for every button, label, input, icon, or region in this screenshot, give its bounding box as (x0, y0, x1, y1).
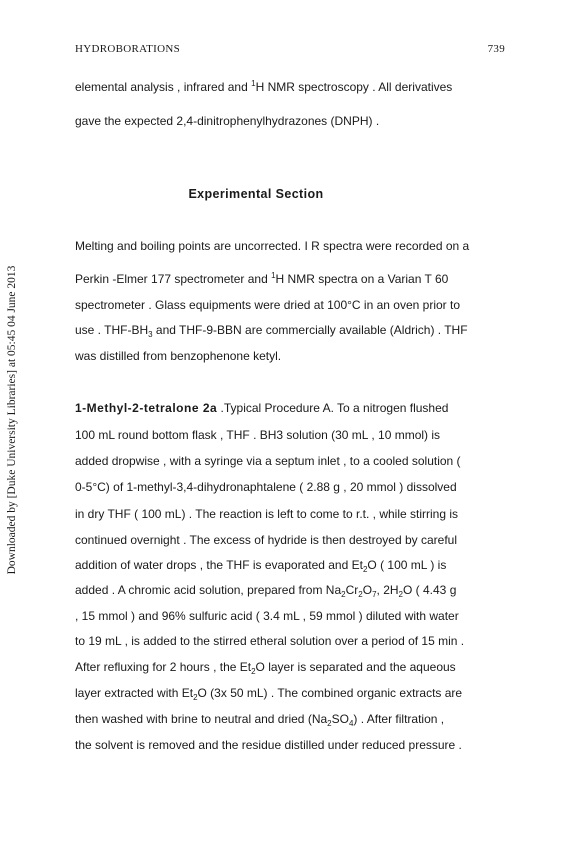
text-line: in dry THF ( 100 mL) . The reaction is left to come to r.t. , while stirring is (75, 507, 459, 521)
text-line: the solvent is removed and the residue distilled under reduced pressure . (75, 738, 462, 752)
text-line: , 15 mmol ) and 96% sulfuric acid ( 3.4 mL , 59 mmol ) diluted with water (75, 609, 459, 623)
text-line: Melting and boiling points are uncorrected. I R spectra were recorded on a (75, 239, 470, 253)
text-line: 0-5°C) of 1-methyl-3,4-dihydronaphtalene ( 2.88 g , 20 mmol ) dissolved (75, 480, 457, 494)
section-heading: Experimental Section (188, 187, 324, 201)
download-watermark (2, 230, 22, 610)
text-line: was distilled from benzophenone ketyl. (75, 349, 282, 363)
page-number: 739 (487, 43, 505, 55)
compound-name: 1-Methyl-2-tetralone 2a (75, 401, 218, 415)
running-header (75, 43, 505, 59)
text-line: added dropwise , with a syringe via a septum inlet , to a cooled solution ( (75, 454, 461, 468)
text-line: to 19 mL , is added to the stirred etheral solution over a period of 15 min . (75, 634, 465, 648)
text-line: layer extracted with $Et_2O$ (3x 50 mL) . The combined organic extracts are (75, 686, 463, 702)
text-line: Perkin -Elmer 177 spectrometer and $^1$H NMR spectra on a Varian T 60 (75, 271, 449, 286)
intro-line: gave the expected 2,4-dinitrophenylhydrazones (DNPH) . (75, 114, 380, 128)
text-line: After refluxing for 2 hours , the $Et_2O$ layer is separated and the aqueous (75, 660, 456, 676)
text-line: use . THF-$BH_3$ and THF-9-BBN are commercially available (Aldrich) . THF (75, 323, 468, 339)
running-head: HYDROBORATIONS (75, 43, 181, 55)
text-line: continued overnight . The excess of hydride is then destroyed by careful (75, 533, 458, 547)
text-line: then washed with brine to neutral and dried $(Na_2SO_4)$ . After filtration , (75, 712, 445, 728)
text-line: addition of water drops , the THF is evaporated and $Et_2O$ ( 100 mL ) is (75, 558, 447, 574)
text-line: 100 mL round bottom flask , THF . BH3 solution (30 mL , 10 mmol) is (75, 428, 441, 442)
download-notice: Downloaded by [Duke University Libraries] at 05:45 04 June 2013 (6, 265, 18, 575)
text-line: spectrometer . Glass equipments were dried at 100°C in an oven prior to (75, 298, 460, 312)
text-line: 1-Methyl-2-tetralone 2a .Typical Procedure A. To a nitrogen flushed (75, 401, 449, 415)
text-line: added . A chromic acid solution, prepared from $Na_2Cr_2O_7$, $2H_2O$ ( 4.43 g (75, 583, 457, 599)
intro-line: elemental analysis , infrared and $^1$H NMR spectroscopy . All derivatives (75, 79, 453, 94)
